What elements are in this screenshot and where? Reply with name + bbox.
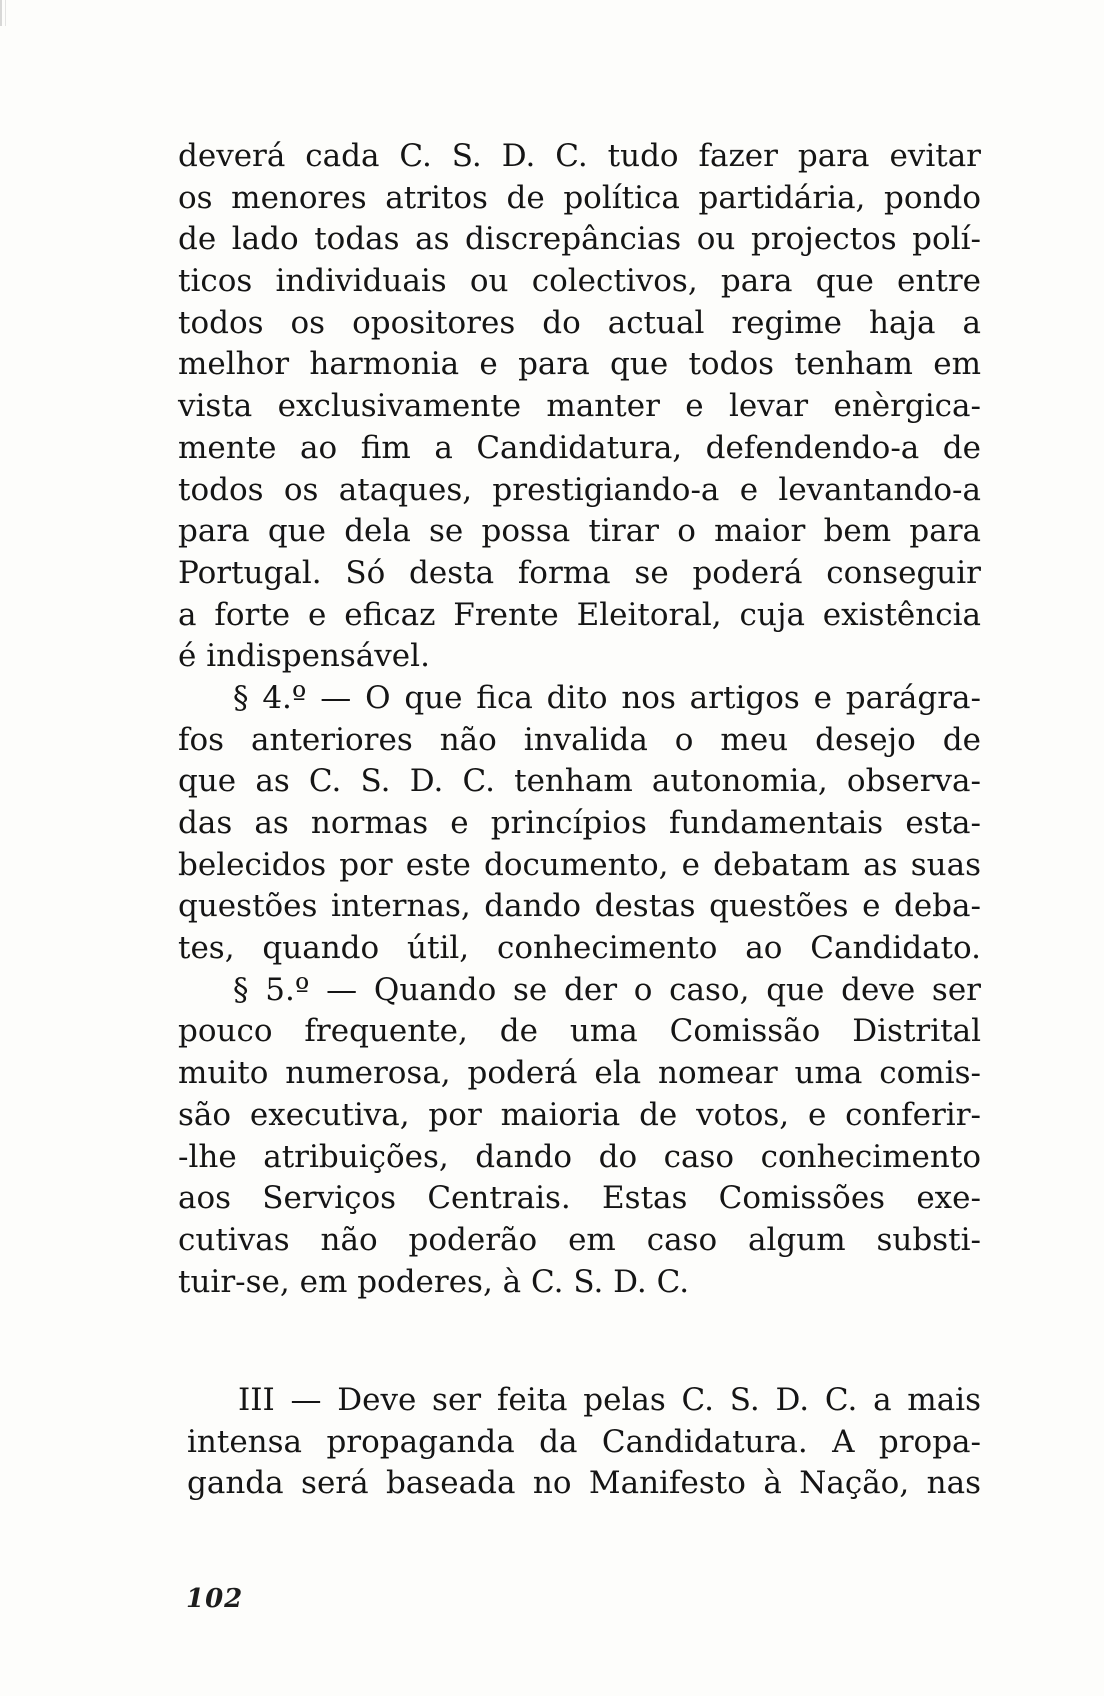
text-line: todos os opositores do actual regime haja a <box>178 304 981 341</box>
text-line: são executiva, por maioria de votos, e conferir- <box>178 1096 981 1133</box>
text-line: questões internas, dando destas questões e deba- <box>178 888 981 925</box>
text-line: vista exclusivamente manter e levar enèrgica- <box>178 388 981 425</box>
text-line: III — Deve ser feita pelas C. S. D. C. a mais <box>238 1382 981 1418</box>
text-line: de lado todas as discrepâncias ou projectos polí- <box>178 221 981 258</box>
paragraph-section-5 <box>178 970 981 1304</box>
text-line: ticos individuais ou colectivos, para que entre <box>178 263 981 300</box>
text-line: § 4.º — O que fica dito nos artigos e parágra- <box>233 679 981 716</box>
text-line: que as C. S. D. C. tenham autonomia, observa- <box>178 763 981 800</box>
text-line: tes, quando útil, conhecimento ao Candidato. <box>178 930 981 967</box>
scan-edge-mark <box>0 0 14 26</box>
paragraph-continuation <box>178 136 981 678</box>
text-line: cutivas não poderão em caso algum substi- <box>178 1221 981 1258</box>
text-line: pouco frequente, de uma Comissão Distrital <box>178 1013 981 1050</box>
text-line: -lhe atribuições, dando do caso conhecimento <box>178 1138 981 1175</box>
text-line: mente ao fim a Candidatura, defendendo-a de <box>178 429 981 466</box>
text-line: a forte e eficaz Frente Eleitoral, cuja existência <box>178 596 981 633</box>
main-text-block <box>178 136 981 1303</box>
text-line: belecidos por este documento, e debatam as suas <box>178 846 981 883</box>
text-line: os menores atritos de política partidária, pondo <box>178 179 981 216</box>
text-line: fos anteriores não invalida o meu desejo de <box>178 721 981 758</box>
paragraph-section-iii <box>187 1380 981 1505</box>
text-line: Portugal. Só desta forma se poderá conseguir <box>178 554 981 591</box>
text-line: melhor harmonia e para que todos tenham em <box>178 346 981 383</box>
text-line: tuir-se, em poderes, à C. S. D. C. <box>178 1263 690 1300</box>
text-line: aos Serviços Centrais. Estas Comissões exe- <box>178 1180 981 1217</box>
paragraph-section-4 <box>178 678 981 970</box>
text-line: para que dela se possa tirar o maior bem para <box>178 513 981 550</box>
text-line: muito numerosa, poderá ela nomear uma comis- <box>178 1055 981 1092</box>
text-line: todos os ataques, prestigiando-a e levantando-a <box>178 471 981 508</box>
text-line: intensa propaganda da Candidatura. A propa- <box>187 1423 981 1460</box>
text-line: deverá cada C. S. D. C. tudo fazer para evitar <box>178 138 981 174</box>
text-line: das as normas e princípios fundamentais esta- <box>178 805 981 841</box>
text-line: é indispensável. <box>178 638 430 675</box>
text-line: ganda será baseada no Manifesto à Nação, nas <box>187 1465 981 1502</box>
text-line: § 5.º — Quando se der o caso, que deve ser <box>233 971 981 1008</box>
page-number: 102 <box>186 1584 244 1614</box>
